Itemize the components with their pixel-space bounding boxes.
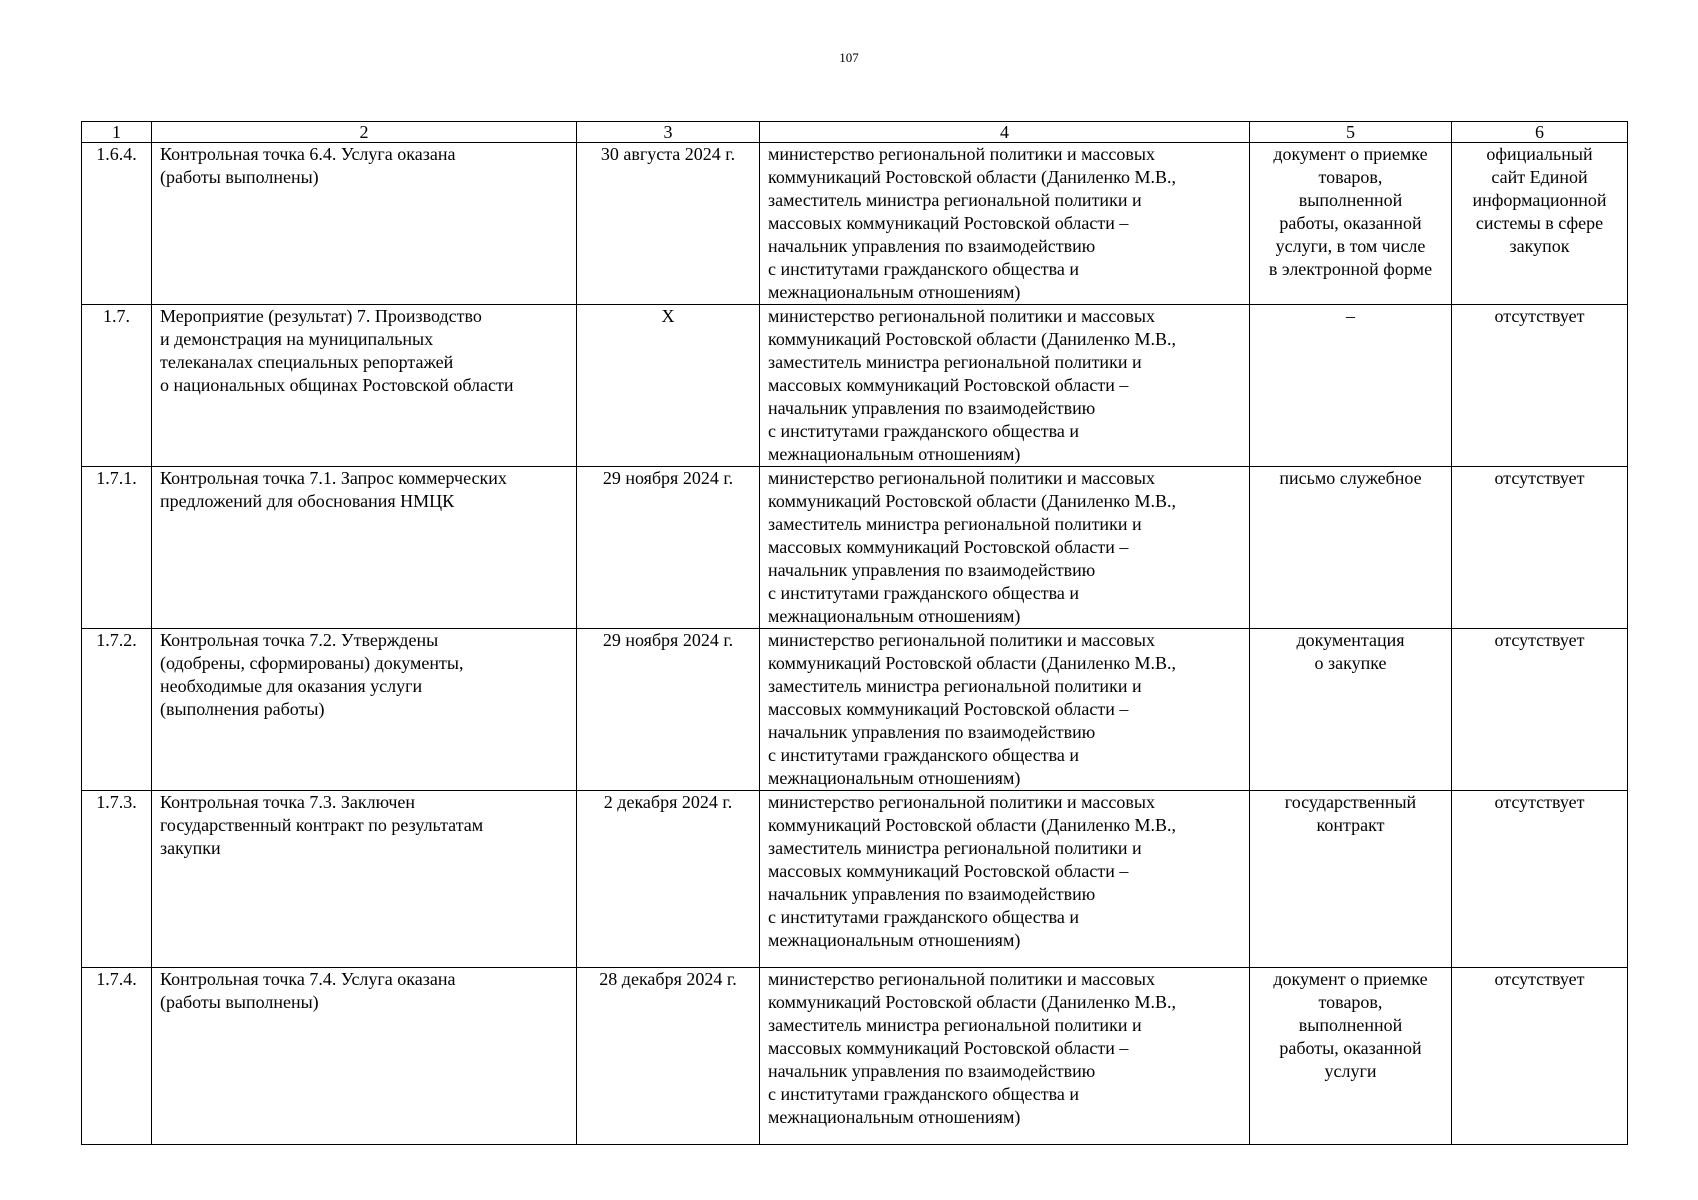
information-system: отсутствует [1452,305,1628,467]
row-number: 1.7.1. [82,467,152,629]
responsible-party: министерство региональной политики и массовых коммуникаций Ростовской области (Даниленко М.В., заместитель министра региональной политики и массовых коммуникаций Ростовской области – начальник управления по взаимодействию с институтами гражданского общества и межнациональным отношениям) [760,968,1250,1145]
information-system: отсутствует [1452,467,1628,629]
row-number: 1.7.3. [82,791,152,968]
item-name: Контрольная точка 7.1. Запрос коммерческих предложений для обоснования НМЦК [152,467,577,629]
item-name: Контрольная точка 7.2. Утверждены (одобрены, сформированы) документы, необходимые для оказания услуги (выполнения работы) [152,629,577,791]
information-system: отсутствует [1452,791,1628,968]
confirming-document: документ о приемке товаров, выполненной работы, оказанной услуги [1250,968,1452,1145]
row-number: 1.7. [82,305,152,467]
column-number: 2 [152,122,577,143]
confirming-document: государственный контракт [1250,791,1452,968]
confirming-document: – [1250,305,1452,467]
responsible-party: министерство региональной политики и массовых коммуникаций Ростовской области (Даниленко М.В., заместитель министра региональной политики и массовых коммуникаций Ростовской области – начальник управления по взаимодействию с институтами гражданского общества и межнациональным отношениям) [760,143,1250,305]
responsible-party: министерство региональной политики и массовых коммуникаций Ростовской области (Даниленко М.В., заместитель министра региональной политики и массовых коммуникаций Ростовской области – начальник управления по взаимодействию с институтами гражданского общества и межнациональным отношениям) [760,305,1250,467]
deadline-date: 29 ноября 2024 г. [577,467,760,629]
information-system: официальный сайт Единой информационной системы в сфере закупок [1452,143,1628,305]
table-row [82,968,1628,1145]
item-name: Мероприятие (результат) 7. Производство и демонстрация на муниципальных телеканалах специальных репортажей о национальных общинах Ростовской области [152,305,577,467]
table-row [82,629,1628,791]
item-name: Контрольная точка 6.4. Услуга оказана (работы выполнены) [152,143,577,305]
row-number: 1.7.4. [82,968,152,1145]
column-number: 5 [1250,122,1452,143]
row-number: 1.6.4. [82,143,152,305]
column-number: 1 [82,122,152,143]
plan-table [81,121,1628,1145]
row-number: 1.7.2. [82,629,152,791]
table-row [82,143,1628,305]
column-numbers-row [82,122,1628,143]
responsible-party: министерство региональной политики и массовых коммуникаций Ростовской области (Даниленко М.В., заместитель министра региональной политики и массовых коммуникаций Ростовской области – начальник управления по взаимодействию с институтами гражданского общества и межнациональным отношениям) [760,791,1250,968]
confirming-document: документ о приемке товаров, выполненной работы, оказанной услуги, в том числе в электронной форме [1250,143,1452,305]
responsible-party: министерство региональной политики и массовых коммуникаций Ростовской области (Даниленко М.В., заместитель министра региональной политики и массовых коммуникаций Ростовской области – начальник управления по взаимодействию с институтами гражданского общества и межнациональным отношениям) [760,629,1250,791]
deadline-date: X [577,305,760,467]
confirming-document: письмо служебное [1250,467,1452,629]
column-number: 4 [760,122,1250,143]
confirming-document: документация о закупке [1250,629,1452,791]
item-name: Контрольная точка 7.4. Услуга оказана (работы выполнены) [152,968,577,1145]
column-number: 6 [1452,122,1628,143]
item-name: Контрольная точка 7.3. Заключен государственный контракт по результатам закупки [152,791,577,968]
information-system: отсутствует [1452,968,1628,1145]
deadline-date: 29 ноября 2024 г. [577,629,760,791]
deadline-date: 28 декабря 2024 г. [577,968,760,1145]
information-system: отсутствует [1452,629,1628,791]
table-row [82,467,1628,629]
table-row [82,305,1628,467]
responsible-party: министерство региональной политики и массовых коммуникаций Ростовской области (Даниленко М.В., заместитель министра региональной политики и массовых коммуникаций Ростовской области – начальник управления по взаимодействию с институтами гражданского общества и межнациональным отношениям) [760,467,1250,629]
deadline-date: 2 декабря 2024 г. [577,791,760,968]
column-number: 3 [577,122,760,143]
page-number: 107 [839,50,859,65]
table-row [82,791,1628,968]
deadline-date: 30 августа 2024 г. [577,143,760,305]
